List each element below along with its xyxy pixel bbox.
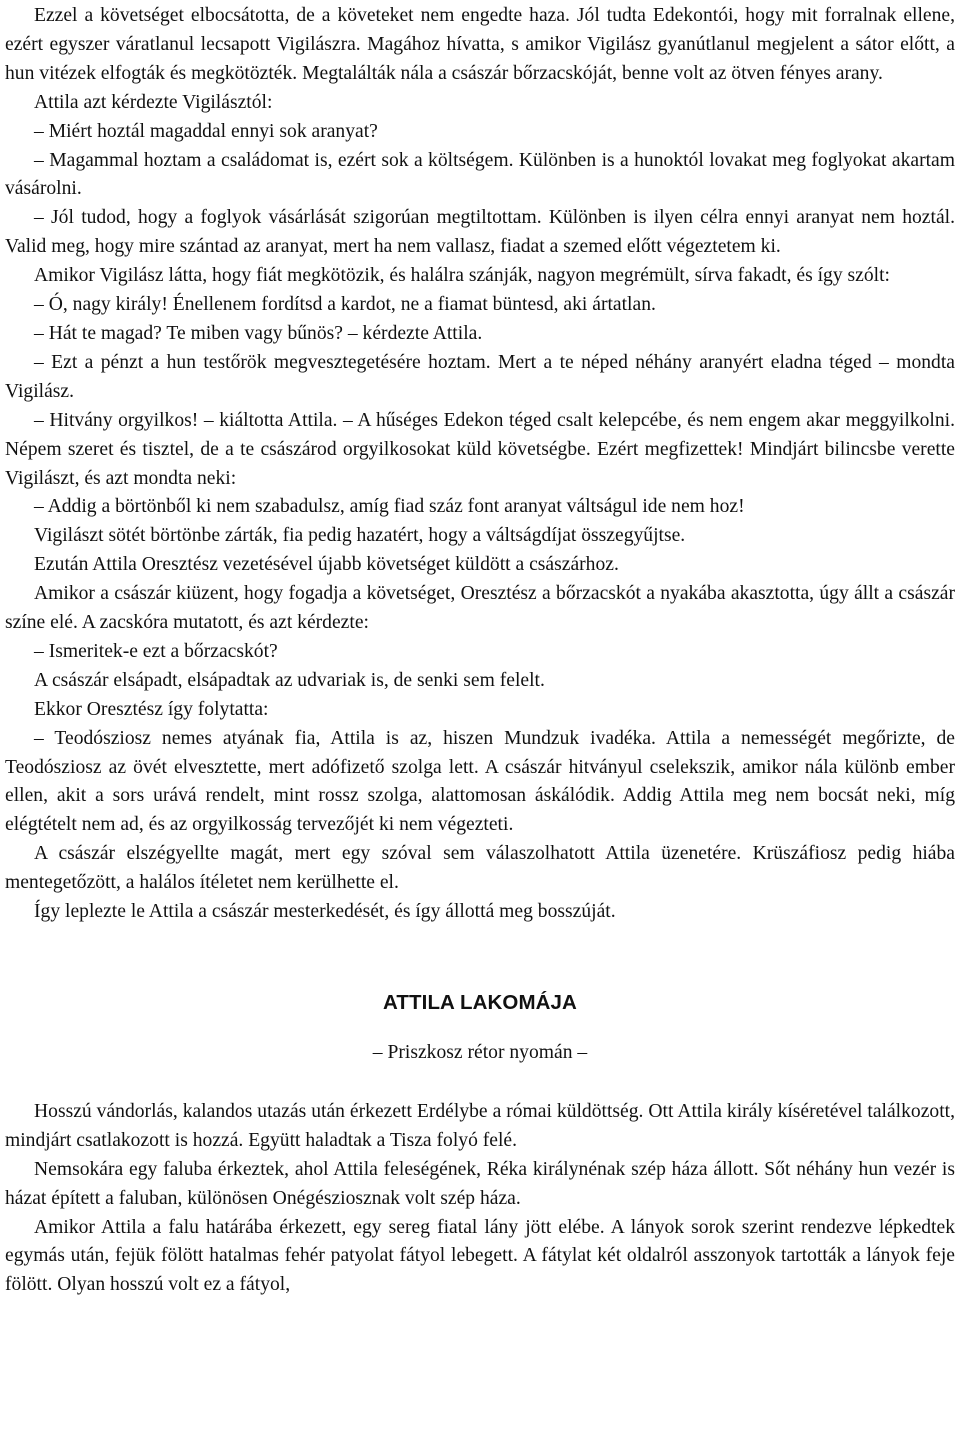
dialogue-line: – Ezt a pénzt a hun testőrök megvesztegetésére hoztam. Mert a te néped néhány aranyért eladna téged – mondta Vigilász. bbox=[5, 351, 955, 402]
dialogue-line: – Jól tudod, hogy a foglyok vásárlását szigorúan megtiltottam. Különben is ilyen célra ennyi aranyat nem hoztál. Valid meg, hogy mire szántad az aranyat, mert ha nem vallasz, fiadat a szemed előtt végeztetem ki. bbox=[5, 207, 955, 258]
paragraph: A császár elsápadt, elsápadtak az udvariak is, de senki sem felelt. bbox=[34, 669, 545, 691]
story-body-part2 bbox=[5, 1098, 955, 1300]
dialogue-line: – Ismeritek-e ezt a bőrzacskót? bbox=[34, 640, 278, 662]
paragraph: Nemsokára egy faluba érkeztek, ahol Attila feleségének, Réka királynénak szép háza állott. Sőt néhány hun vezér is házat épített a faluban, különösen Onégésziosznak volt szép háza. bbox=[5, 1158, 955, 1209]
dialogue-line: – Ó, nagy király! Énellenem fordítsd a kardot, ne a fiamat büntesd, aki ártatlan. bbox=[34, 294, 656, 316]
paragraph: Amikor Attila a falu határába érkezett, egy sereg fiatal lány jött elébe. A lányok sorok szerint rendezve lépkedtek egymás után, fejük fölött hatalmas fehér patyolat fátyol lebegett. A fátylat két oldalról asszonyok tartották a lányok feje fölött. Olyan hosszú volt ez a fátyol, bbox=[5, 1216, 955, 1296]
paragraph: Így leplezte le Attila a császár mesterkedését, és így állottá meg bosszúját. bbox=[34, 901, 616, 923]
dialogue-line: – Addig a börtönből ki nem szabadulsz, amíg fiad száz font aranyat váltságul ide nem hoz! bbox=[34, 496, 745, 518]
dialogue-line: – Hát te magad? Te miben vagy bűnös? – kérdezte Attila. bbox=[34, 322, 483, 344]
paragraph: Hosszú vándorlás, kalandos utazás után érkezett Erdélybe a római küldöttség. Ott Attila király kíséretével találkozott, mindjárt csatlakozott is hozzá. Együtt haladtak a Tisza folyó felé. bbox=[5, 1100, 955, 1151]
dialogue-line: – Hitvány orgyilkos! – kiáltotta Attila. – A hűséges Edekon téged csalt kelepcébe, és nem engem akar meggyilkolni. Népem szeret és tisztel, de a te császárod orgyilkosokat küld követségbe. Ezért megfizettek! Mindjárt bilincsbe verette Vigilászt, és azt mondta neki: bbox=[5, 409, 955, 489]
dialogue-line: – Magammal hoztam a családomat is, ezért sok a költségem. Különben is a hunoktól lovakat meg foglyokat akartam vásárolni. bbox=[5, 149, 955, 200]
paragraph: Attila azt kérdezte Vigilásztól: bbox=[34, 91, 273, 113]
spacer bbox=[5, 927, 955, 989]
dialogue-line: – Teodósziosz nemes atyának fia, Attila is az, hiszen Mundzuk ivadéka. Attila a nemességét megőrizte, de Teodósziosz az övét elvesztette, mert adófizető szolga lett. A császár hitványul cselekszik, amikor nála különb ember ellen, akit a sors urává rendelt, mint rossz szolga, alattomosan áskálódik. Addig Attila meg nem bocsát neki, míg elégtételt nem ad, és az orgyilkosság tervezőjét ki nem végezteti. bbox=[5, 727, 955, 836]
chapter-title: ATTILA LAKOMÁJA bbox=[383, 991, 577, 1014]
paragraph: A császár elszégyellte magát, mert egy szóval sem válaszolhatott Attila üzenetére. Krüszáfiosz pedig hiába mentegetőzött, a halálos ítéletet nem kerülhette el. bbox=[5, 843, 955, 894]
paragraph: Ezzel a követséget elbocsátotta, de a követeket nem engedte haza. Jól tudta Edekontói, hogy mit forralnak ellene, ezért egyszer váratlanul lecsapott Vigilászra. Magához hívatta, s amikor Vigilász gyanútlanul megjelent a sátor előtt, a hun vitézek elfogták és megkötözték. Megtalálták nála a császár bőrzacskóját, benne volt az ötven fényes arany. bbox=[5, 5, 955, 84]
paragraph: Amikor Vigilász látta, hogy fiát megkötözik, és halálra szánják, nagyon megrémült, sírva fakadt, és így szólt: bbox=[34, 265, 891, 287]
spacer bbox=[5, 1017, 955, 1039]
story-body-part1 bbox=[5, 2, 955, 927]
spacer bbox=[5, 1068, 955, 1098]
chapter-subtitle: – Priszkosz rétor nyomán – bbox=[372, 1042, 588, 1063]
paragraph: Vigilászt sötét börtönbe zárták, fia pedig hazatért, hogy a váltságdíjat összegyűjtse. bbox=[34, 525, 686, 547]
paragraph: Amikor a császár kiüzent, hogy fogadja a követséget, Oresztész a bőrzacskót a nyakába akasztotta, úgy állt a császár színe elé. A zacskóra mutatott, és azt kérdezte: bbox=[5, 583, 955, 634]
dialogue-line: – Miért hoztál magaddal ennyi sok aranyat? bbox=[34, 120, 378, 142]
paragraph: Ezután Attila Oresztész vezetésével újabb követséget küldött a császárhoz. bbox=[34, 554, 619, 576]
paragraph: Ekkor Oresztész így folytatta: bbox=[34, 698, 269, 720]
